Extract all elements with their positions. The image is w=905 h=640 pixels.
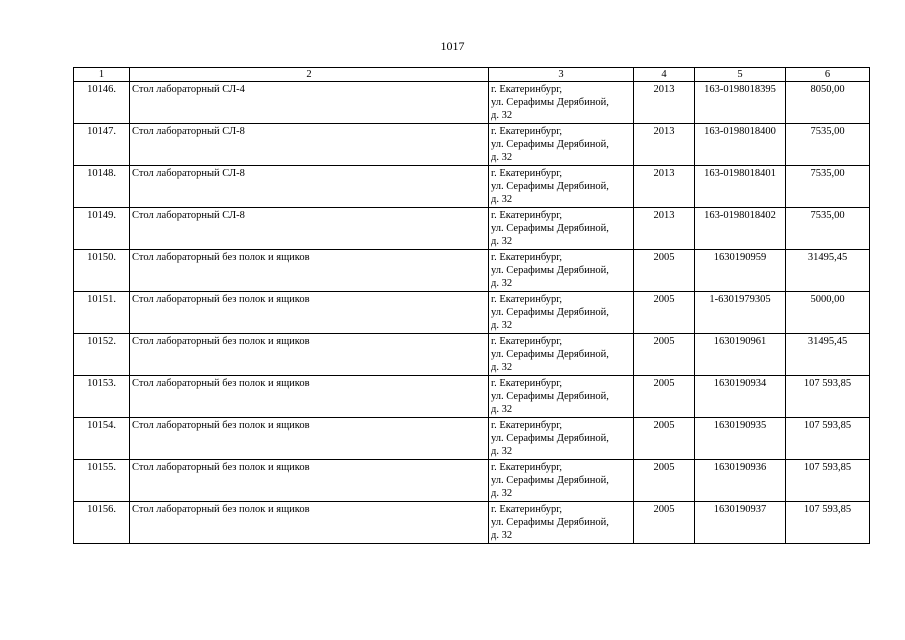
item-name: Стол лабораторный без полок и ящиков [130,418,489,460]
address-line: г. Екатеринбург, [491,420,563,431]
table-row [74,292,870,334]
item-cost: 5000,00 [786,292,870,334]
column-header: 3 [489,68,634,82]
row-number: 10146. [74,82,130,124]
item-name: Стол лабораторный без полок и ящиков [130,334,489,376]
item-address [489,502,634,544]
item-year: 2013 [634,82,695,124]
table-row [74,334,870,376]
address-line: д. 32 [491,152,513,163]
address-line: д. 32 [491,194,513,205]
row-number: 10152. [74,334,130,376]
column-header: 2 [130,68,489,82]
address-line: д. 32 [491,446,513,457]
item-address [489,418,634,460]
address-line: г. Екатеринбург, [491,504,563,515]
row-number: 10151. [74,292,130,334]
item-year: 2005 [634,376,695,418]
row-number: 10154. [74,418,130,460]
inventory-number: 1630190937 [695,502,786,544]
address-line: ул. Серафимы Дерябиной, [491,433,609,444]
address-line: ул. Серафимы Дерябиной, [491,265,609,276]
address-line: ул. Серафимы Дерябиной, [491,139,609,150]
address-line: ул. Серафимы Дерябиной, [491,223,609,234]
column-header: 4 [634,68,695,82]
address-line: ул. Серафимы Дерябиной, [491,517,609,528]
address-line: ул. Серафимы Дерябиной, [491,391,609,402]
item-address [489,460,634,502]
item-address [489,208,634,250]
item-year: 2013 [634,124,695,166]
column-header: 5 [695,68,786,82]
column-header: 1 [74,68,130,82]
row-number: 10156. [74,502,130,544]
inventory-number: 1-6301979305 [695,292,786,334]
item-year: 2005 [634,292,695,334]
item-name: Стол лабораторный СЛ-8 [130,208,489,250]
item-cost: 7535,00 [786,208,870,250]
address-line: д. 32 [491,278,513,289]
row-number: 10147. [74,124,130,166]
table-row [74,502,870,544]
inventory-number: 1630190935 [695,418,786,460]
table-header [74,68,870,82]
item-name: Стол лабораторный без полок и ящиков [130,376,489,418]
item-address [489,292,634,334]
item-cost: 31495,45 [786,250,870,292]
item-address [489,166,634,208]
item-year: 2005 [634,250,695,292]
address-line: ул. Серафимы Дерябиной, [491,349,609,360]
address-line: ул. Серафимы Дерябиной, [491,181,609,192]
item-year: 2013 [634,166,695,208]
address-line: д. 32 [491,488,513,499]
address-line: д. 32 [491,362,513,373]
item-name: Стол лабораторный без полок и ящиков [130,502,489,544]
address-line: г. Екатеринбург, [491,210,563,221]
item-address [489,82,634,124]
row-number: 10149. [74,208,130,250]
item-name: Стол лабораторный СЛ-8 [130,124,489,166]
item-name: Стол лабораторный без полок и ящиков [130,250,489,292]
row-number: 10150. [74,250,130,292]
table-row [74,460,870,502]
address-line: г. Екатеринбург, [491,252,563,263]
item-address [489,124,634,166]
address-line: г. Екатеринбург, [491,378,563,389]
item-name: Стол лабораторный СЛ-4 [130,82,489,124]
row-number: 10148. [74,166,130,208]
inventory-number: 1630190959 [695,250,786,292]
table-row [74,418,870,460]
address-line: г. Екатеринбург, [491,462,563,473]
item-address [489,250,634,292]
address-line: г. Екатеринбург, [491,336,563,347]
item-address [489,376,634,418]
header-row [74,68,870,82]
address-line: д. 32 [491,320,513,331]
registry-table [73,67,870,544]
table-row [74,82,870,124]
item-year: 2013 [634,208,695,250]
item-cost: 107 593,85 [786,418,870,460]
item-cost: 107 593,85 [786,376,870,418]
item-cost: 31495,45 [786,334,870,376]
item-name: Стол лабораторный без полок и ящиков [130,460,489,502]
item-cost: 107 593,85 [786,502,870,544]
address-line: ул. Серафимы Дерябиной, [491,307,609,318]
inventory-number: 163-0198018395 [695,82,786,124]
row-number: 10155. [74,460,130,502]
inventory-number: 1630190934 [695,376,786,418]
table-row [74,250,870,292]
table-row [74,166,870,208]
inventory-number: 1630190961 [695,334,786,376]
item-year: 2005 [634,418,695,460]
inventory-number: 163-0198018401 [695,166,786,208]
inventory-number: 163-0198018402 [695,208,786,250]
address-line: д. 32 [491,404,513,415]
page-number: 1017 [440,39,465,53]
inventory-number: 1630190936 [695,460,786,502]
item-cost: 7535,00 [786,124,870,166]
address-line: г. Екатеринбург, [491,168,563,179]
item-year: 2005 [634,460,695,502]
table-row [74,376,870,418]
address-line: д. 32 [491,236,513,247]
address-line: г. Екатеринбург, [491,84,563,95]
table-row [74,208,870,250]
address-line: д. 32 [491,530,513,541]
item-name: Стол лабораторный без полок и ящиков [130,292,489,334]
item-year: 2005 [634,334,695,376]
address-line: г. Екатеринбург, [491,294,563,305]
item-year: 2005 [634,502,695,544]
address-line: ул. Серафимы Дерябиной, [491,97,609,108]
item-address [489,334,634,376]
address-line: ул. Серафимы Дерябиной, [491,475,609,486]
inventory-number: 163-0198018400 [695,124,786,166]
item-cost: 7535,00 [786,166,870,208]
column-header: 6 [786,68,870,82]
item-cost: 107 593,85 [786,460,870,502]
item-cost: 8050,00 [786,82,870,124]
address-line: д. 32 [491,110,513,121]
item-name: Стол лабораторный СЛ-8 [130,166,489,208]
row-number: 10153. [74,376,130,418]
table-body [74,82,870,544]
address-line: г. Екатеринбург, [491,126,563,137]
table-row [74,124,870,166]
